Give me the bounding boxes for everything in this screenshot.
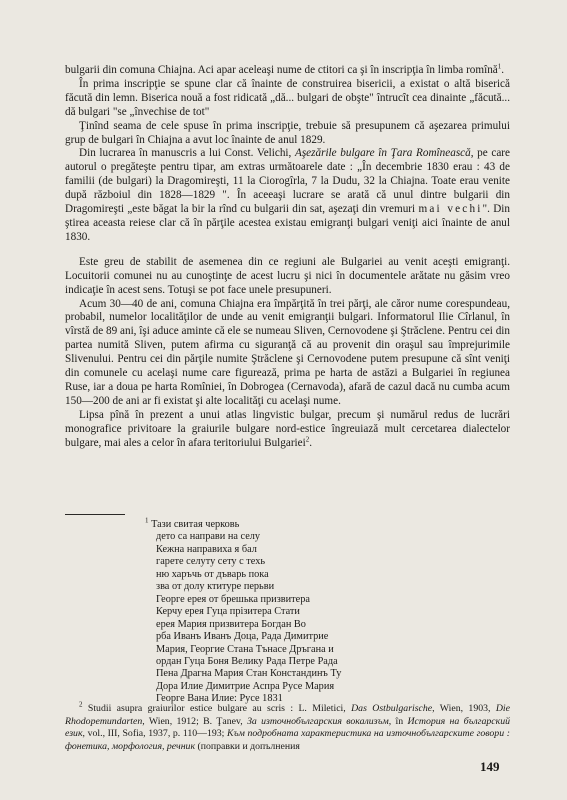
- footnote-1-line: Дора Илие Димитрие Аспра Русе Мария: [156, 680, 335, 692]
- footnote-2: [65, 700, 511, 753]
- cited-work-title: История на българский език: [65, 715, 511, 740]
- cited-work-title: Die Rhodopemundarten: [65, 703, 511, 727]
- footnote-ref-2: 2: [305, 434, 310, 443]
- paragraph-3: Ţinînd seama de cele spuse în prima inscripţie, trebuie să presupunem că aşezarea primului grup de bulgari în Chiajna a avut loc înainte de anul 1829.: [65, 119, 510, 146]
- footnote-rule: [65, 514, 125, 515]
- footnote-2-part: , vol., III, Sofia, 1937, p. 110—193;: [82, 728, 228, 740]
- footnote-2-part: Studii asupra graiurilor estice bulgare au scris : L. Miletici,: [82, 703, 352, 714]
- footnote-1-line: зва от долу ктитуре перьви: [156, 581, 275, 593]
- footnote-1-marker: 1: [145, 516, 149, 525]
- paragraph-2: În prima inscripţie se spune clar că înainte de construirea bisericii, a existat o altă biserică făcută din lemn. Biserica nouă a fost ridicată „dă... bulgari de obşte" întrucît cea dinainte „făcută... dă bulgari "se „învechise de tot": [65, 77, 510, 118]
- footnote-1-line: Пена Драгна Мария Стан Констандинъ Ту: [156, 668, 342, 680]
- paragraph-7-end: .: [309, 436, 313, 449]
- footnote-2-part: , Wien, 1903,: [432, 703, 496, 714]
- footnote-ref-1: 1: [497, 62, 502, 71]
- cited-work-title: За източнобългарския вокализъм: [247, 715, 389, 727]
- paragraph-7-text: Lipsa pînă în prezent a unui atlas lingvistic bulgar, precum şi numărul redus de lucrări monografice privitoare la graiurile bulgare nord-estice îngreuiază mult cercetarea dialectelor bulgare, mai ales a celor în afara teritoriului Bulgariei: [65, 408, 510, 449]
- paragraph-4-text-b: , pe care autorul o pregăteşte pentru tipar, am extras următoarele date : „În decembrie 1830 erau : 43 de familii (de bulgari) la Dragomireşti, 11 la Ciorogîrla, 7 la Dudu, 32 la Chiajna. Toate erau venite după războiul din 1828—1829 ". În aceeaşi lucrare se arată că unul dintre bulgarii din Dragomireşti „este băgat la bir la rînd cu bulgarii din sat, aşezaţi din vremuri: [65, 147, 511, 216]
- footnote-2-part: , Wien, 1912; B. Ţanev,: [142, 715, 248, 727]
- footnote-2-part: , în: [388, 715, 408, 727]
- footnote-1-line: Георге ерея от брешька призвитера: [156, 593, 310, 605]
- footnote-1: [145, 516, 342, 706]
- paragraph-1: [65, 64, 510, 78]
- work-title-velichi: Aşezările bulgare în Ţara Romînească: [294, 147, 471, 160]
- paragraph-4: [65, 147, 510, 244]
- footnote-1-line: Кежна направиха я бал: [156, 543, 257, 555]
- paragraph-5: Este greu de stabilit de asemenea din ce regiuni ale Bulgariei au venit aceşti emigranţi. Locuitorii comunei nu au cunoştinţe de acest lucru şi nici în documentele arătate nu găsim vreo indicaţie în acest sens. Totuşi se pot face unele presupuneri.: [65, 255, 510, 296]
- paragraph-1-end: .: [501, 64, 505, 76]
- footnote-1-line: ордан Гуца Боня Велику Рада Петре Рада: [156, 655, 338, 667]
- paragraph-4-text-a: Din lucrarea în manuscris a lui Const. Velichi,: [79, 147, 295, 160]
- paragraph-7: [65, 409, 510, 451]
- footnote-1-line: Керчу ерея Гуца прізитера Стати: [156, 606, 300, 618]
- paragraph-4-text-c: ". Din ştirea aceasta reiese clar că în părţile acestea existau emigranţi bulgari veniţi aici înainte de anul 1830.: [65, 203, 510, 243]
- footnote-1-line: гарете селуту сету с техь: [156, 556, 266, 568]
- paragraph-1-text: bulgarii din comuna Chiajna. Aci apar aceleaşi nume de ctitori ca şi în inscripţia în limba romînă: [65, 64, 498, 76]
- footnote-1-line: ерея Мария призвитера Богдан Во: [156, 618, 306, 630]
- page-number: 149: [480, 759, 500, 774]
- cited-work-title: Das Ostbulgarische: [351, 703, 433, 714]
- footnote-1-line: рба Иванъ Иванъ Доца, Рада Димитрие: [156, 631, 329, 643]
- footnote-2-marker: 2: [79, 700, 83, 709]
- footnote-1-line: Мария, Георгие Стана Тънасе Дръгана и: [156, 643, 334, 655]
- main-text: [65, 64, 510, 450]
- footnote-2-text: [65, 700, 511, 753]
- cited-work-title: Към подробната характеристика на източнобългарските говори : фонетика, морфология, речник: [65, 728, 510, 752]
- footnote-1-line-text: Тази свитая черковь: [151, 519, 240, 530]
- footnote-2-part: (поправки и допълнения: [195, 740, 300, 752]
- footnote-1-line: ню харъчь от дъварь пока: [156, 568, 269, 580]
- footnote-1-line: дето са направи на селу: [156, 531, 261, 543]
- emphasis-spaced: mai vechi: [418, 203, 483, 216]
- footnote-1-line: Георге Вана Илие: Русе 1831: [156, 693, 283, 705]
- paragraph-6: Acum 30—40 de ani, comuna Chiajna era împărţită în trei părţi, ale căror nume corespundeau, probabil, numelor localităţilor de unde au venit emigranţii bulgari. Informatorul Ilie Cîrlanul, în vîrstă de 89 ani, îşi aduce aminte că ele se numeau Sliven, Cernovodene şi Ştrăclene. Pentru cei din partea numită Sliven, putem afirma cu siguranţă că au provenit din oraşul sau împrejurimile Slivenului. Pentru cei din părţile numite Ştrăclene şi Cernovodene putem presupune că sînt veniţi din comunele cu acelaşi nume care figurează, prima pe harta de astăzi a Bulgariei în regiunea Ruse, iar a doua pe harta Romîniei, în Dobrogea (Cernavoda), afară de cazul dacă nu cumba acum 150—200 de ani ar fi existat şi alte localităţi cu acelaşi nume.: [65, 297, 510, 407]
- footnote-1-line: [145, 516, 341, 531]
